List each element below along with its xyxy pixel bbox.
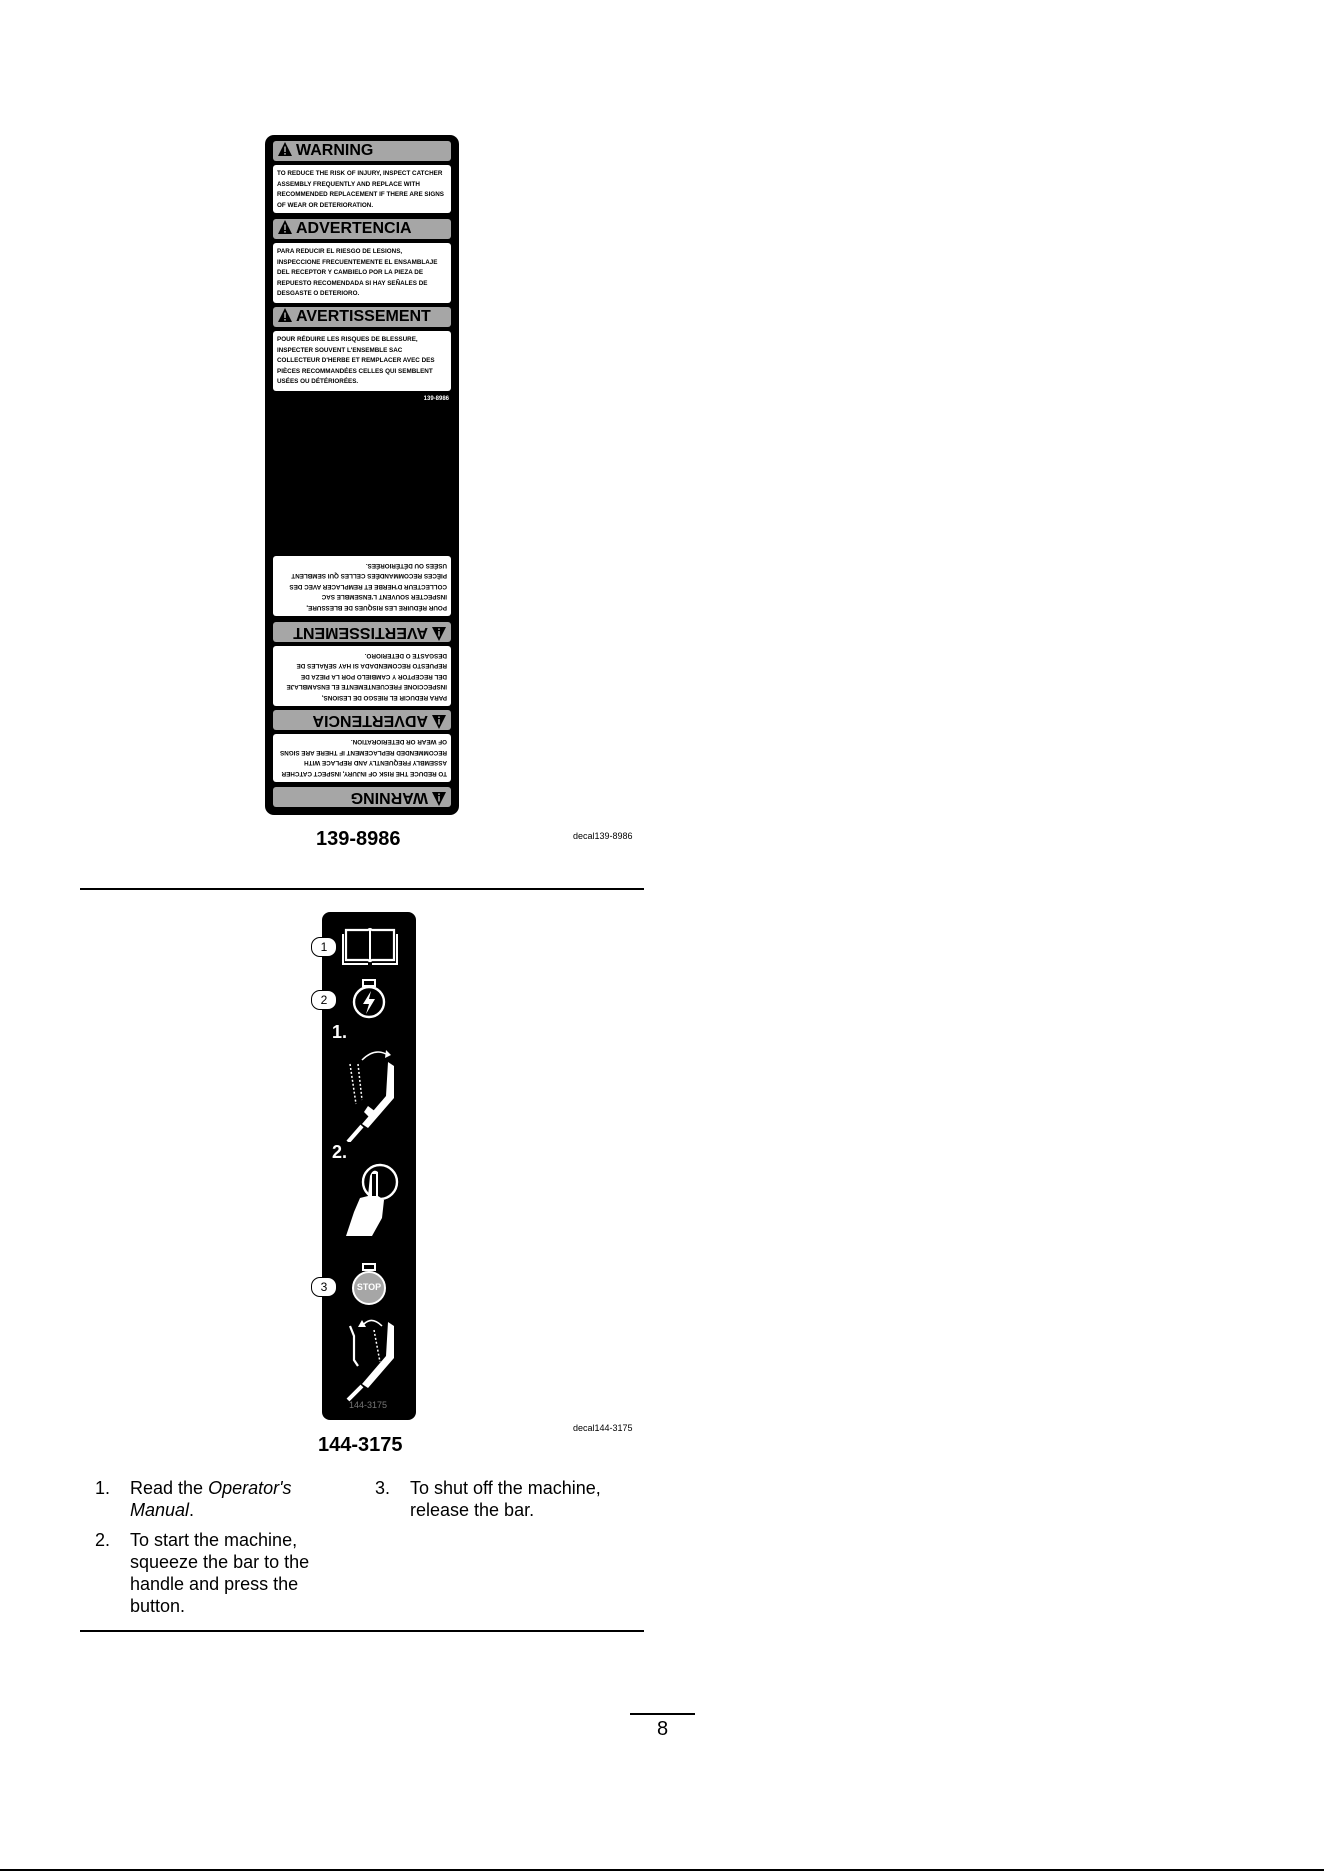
warning-text-en-inverted: TO REDUCE THE RISK OF INJURY, INSPECT CATCHER ASSEMBLY FREQUENTLY AND REPLACE WITH RECOMMENDED REPLACEMENT IF THERE ARE SIGNS OF WEAR OR DETERIORATION. bbox=[273, 734, 451, 782]
warning-header-en-inverted: WARNING bbox=[273, 787, 451, 807]
callout-3: 3 bbox=[311, 1277, 337, 1297]
warning-triangle-icon bbox=[277, 307, 293, 323]
decal-code: 139-8986 bbox=[423, 396, 449, 402]
callout-2: 2 bbox=[311, 990, 337, 1010]
page-number-rule bbox=[630, 1713, 695, 1715]
decal-144-3175 bbox=[322, 912, 416, 1420]
release-bar-icon bbox=[342, 1312, 402, 1402]
decal-code: 144-3175 bbox=[349, 1400, 388, 1410]
figure-caption: 139-8986 bbox=[316, 828, 401, 850]
warning-triangle-icon bbox=[277, 141, 293, 157]
warning-text-en: TO REDUCE THE RISK OF INJURY, INSPECT CATCHER ASSEMBLY FREQUENTLY AND REPLACE WITH RECOMMENDED REPLACEMENT IF THERE ARE SIGNS OF WEAR OR DETERIORATION. bbox=[273, 165, 451, 213]
warning-text-es: PARA REDUCIR EL RIESGO DE LESIONS, INSPECCIONE FRECUENTEMENTE EL ENSAMBLAJE DEL RECEPTOR Y CAMBIELO POR LA PIEZA DE REPUESTO RECOMENDADA SI HAY SEÑALES DE DESGASTE O DETERIORO. bbox=[273, 243, 451, 303]
callout-1: 1 bbox=[311, 937, 337, 957]
step-2-label: 2. bbox=[332, 1142, 348, 1162]
stop-label: STOP bbox=[356, 1282, 382, 1292]
warning-header-es: ADVERTENCIA bbox=[273, 219, 451, 239]
figure-reference: decal139-8986 bbox=[573, 831, 633, 841]
section-divider bbox=[80, 888, 644, 890]
step-1-label: 1. bbox=[332, 1022, 348, 1042]
operators-manual-book-icon bbox=[342, 924, 398, 968]
section-divider bbox=[80, 1630, 644, 1632]
warning-text-fr: POUR RÉDUIRE LES RISQUES DE BLESSURE, INSPECTER SOUVENT L'ENSEMBLE SAC COLLECTEUR D'HERBE ET REMPLACER AVEC DES PIÈCES RECOMMANDÉES CELLES QUI SEMBLENT USÉES OU DÉTÉRIORÉES. bbox=[273, 331, 451, 391]
engine-start-icon bbox=[350, 978, 388, 1020]
warning-triangle-icon bbox=[431, 714, 447, 730]
decal-139-8986 bbox=[265, 135, 459, 815]
warning-header-en: WARNING bbox=[273, 141, 451, 161]
warning-header-es-inverted: ADVERTENCIA bbox=[273, 710, 451, 730]
warning-triangle-icon bbox=[277, 219, 293, 235]
warning-triangle-icon bbox=[431, 626, 447, 642]
warning-text-fr-inverted: POUR RÉDUIRE LES RISQUES DE BLESSURE, INSPECTER SOUVENT L'ENSEMBLE SAC COLLECTEUR D'HERBE ET REMPLACER AVEC DES PIÈCES RECOMMANDÉES CELLES QUI SEMBLENT USÉES OU DÉTÉRIORÉES. bbox=[273, 556, 451, 616]
warning-text-es-inverted: PARA REDUCIR EL RIESGO DE LESIONS, INSPECCIONE FRECUENTEMENTE EL ENSAMBLAJE DEL RECEPTOR Y CAMBIELO POR LA PIEZA DE REPUESTO RECOMENDADA SI HAY SEÑALES DE DESGASTE O DETERIORO. bbox=[273, 646, 451, 706]
warning-header-fr-inverted: AVERTISSEMENT bbox=[273, 622, 451, 642]
press-button-icon bbox=[340, 1152, 402, 1242]
figure-caption: 144-3175 bbox=[318, 1434, 403, 1456]
warning-header-fr: AVERTISSEMENT bbox=[273, 307, 451, 327]
squeeze-bar-handle-icon bbox=[342, 1042, 402, 1142]
warning-triangle-icon bbox=[431, 791, 447, 807]
page-bottom-edge bbox=[0, 1869, 1324, 1871]
page-number: 8 bbox=[656, 1718, 669, 1740]
figure-reference: decal144-3175 bbox=[573, 1423, 633, 1433]
